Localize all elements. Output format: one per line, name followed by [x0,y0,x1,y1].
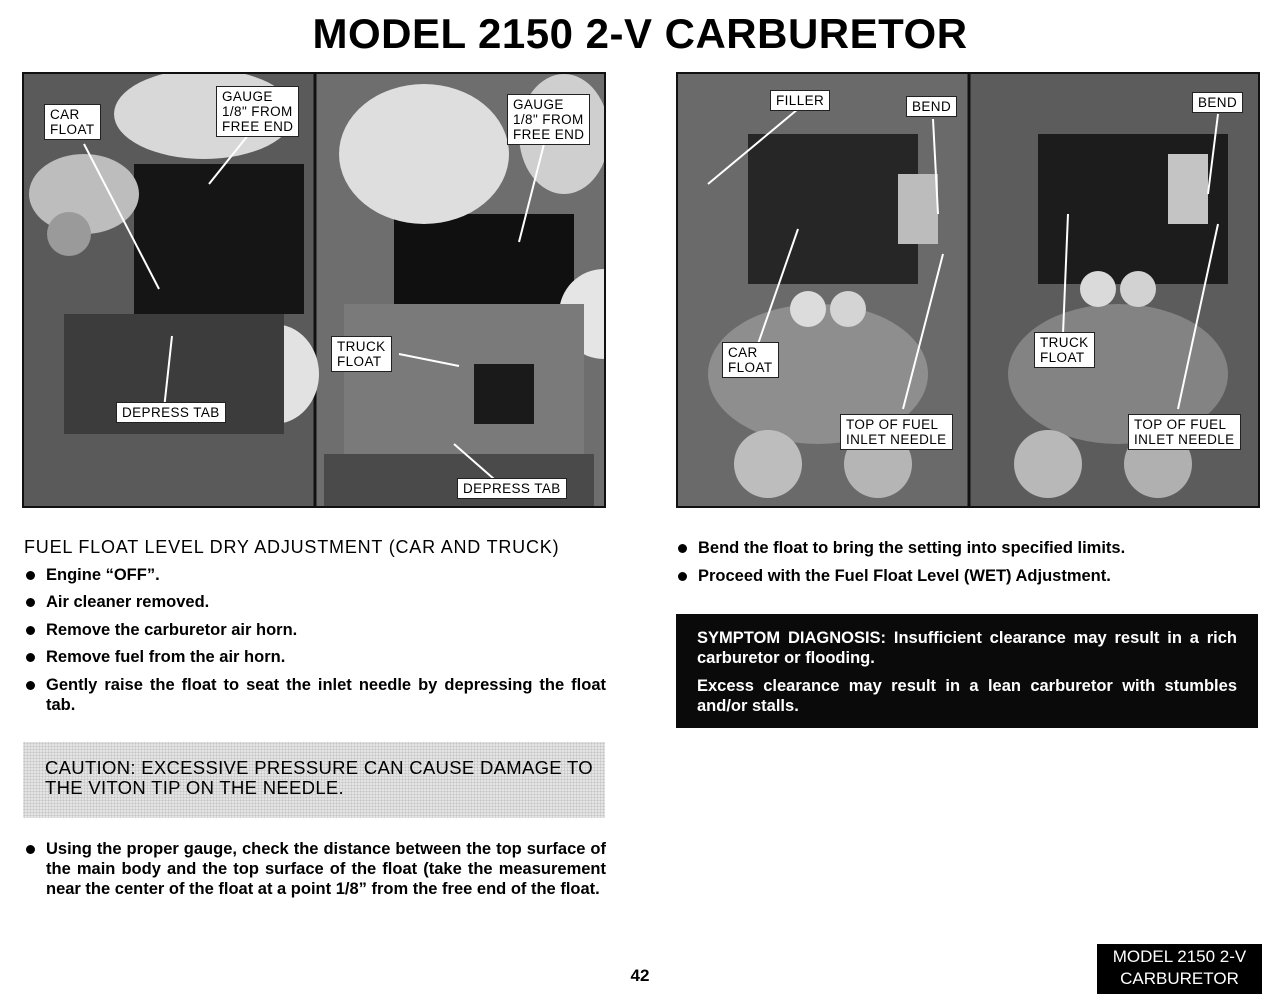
bullet-dot [26,681,35,690]
symptom-text-2: Excess clearance may result in a lean carburetor with stumbles and/or stalls. [697,677,1237,715]
bullet-dot [26,571,35,580]
label-bend-car: BEND [906,96,957,117]
label-car-float-right: CAR FLOAT [722,342,779,378]
bullet-remove-air-horn: Remove the carburetor air horn. [26,620,606,640]
bullet-proper-gauge: Using the proper gauge, check the distance between the top surface of the main body and the top surface of the float (take the measurement near the center of the float at a point 1/8” from the free end of the float. [26,839,606,899]
symptom-text-1: SYMPTOM DIAGNOSIS: Insufficient clearance may result in a rich carburetor or flooding. [697,629,1237,667]
bullet-dot [26,845,35,854]
bullet-dot [678,572,687,581]
footer-title-box [1097,944,1262,994]
bullet-dot [678,544,687,553]
bullet-proceed-wet: Proceed with the Fuel Float Level (WET) Adjustment. [678,566,1258,586]
label-truck-float-right: TRUCK FLOAT [1034,332,1095,368]
label-gauge-car: GAUGE 1/8" FROM FREE END [216,86,299,137]
symptom-diagnosis-box [676,614,1258,728]
label-car-float: CAR FLOAT [44,104,101,140]
label-bend-truck: BEND [1192,92,1243,113]
bullet-raise-float: Gently raise the float to seat the inlet needle by depressing the float tab. [26,675,606,715]
label-depress-tab-car: DEPRESS TAB [116,402,226,423]
left-photo-panel [22,72,606,508]
page-title: MODEL 2150 2-V CARBURETOR [312,10,968,57]
bullet-dot [26,653,35,662]
caution-text: CAUTION: EXCESSIVE PRESSURE CAN CAUSE DAMAGE TO THE VITON TIP ON THE NEEDLE. [45,757,593,798]
bullet-air-cleaner: Air cleaner removed. [26,592,606,612]
bullet-bend-float: Bend the float to bring the setting into specified limits. [678,538,1258,558]
label-truck-float: TRUCK FLOAT [331,336,392,372]
bullet-dot [26,626,35,635]
section-heading: FUEL FLOAT LEVEL DRY ADJUSTMENT (CAR AND TRUCK) [24,537,560,557]
label-filler: FILLER [770,90,830,111]
label-depress-tab-truck: DEPRESS TAB [457,478,567,499]
page-number: 42 [630,966,650,985]
footer-line-2: CARBURETOR [1120,969,1239,988]
caution-box [23,742,605,818]
bullet-engine-off: Engine “OFF”. [26,565,606,585]
bullet-dot [26,598,35,607]
label-top-fuel-car: TOP OF FUEL INLET NEEDLE [840,414,953,450]
footer-line-1: MODEL 2150 2-V [1112,947,1247,966]
label-top-fuel-truck: TOP OF FUEL INLET NEEDLE [1128,414,1241,450]
bullet-remove-fuel: Remove fuel from the air horn. [26,647,606,667]
right-photo-panel [676,72,1260,508]
label-gauge-truck: GAUGE 1/8" FROM FREE END [507,94,590,145]
